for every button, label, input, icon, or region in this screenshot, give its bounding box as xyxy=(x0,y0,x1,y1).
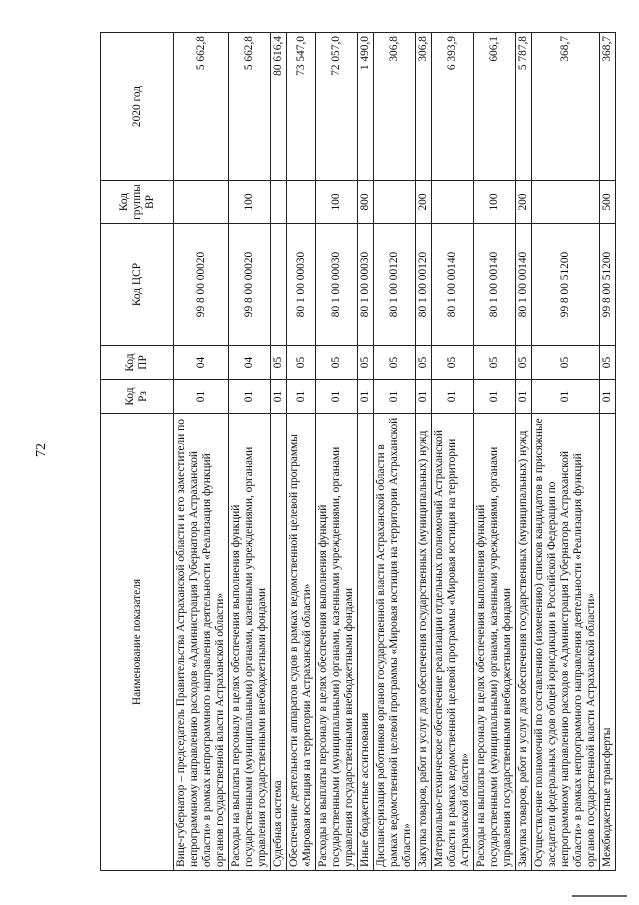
cell-vr: 800 xyxy=(358,181,374,224)
header-pr: Код ПР xyxy=(101,346,174,380)
budget-table xyxy=(100,32,616,871)
cell-csr: 80 1 00 00140 xyxy=(516,224,532,346)
cell-pr: 05 xyxy=(474,346,516,380)
header-csr: Код ЦСР xyxy=(101,224,174,346)
cell-pr: 05 xyxy=(600,346,616,380)
cell-rz: 01 xyxy=(287,380,316,414)
cell-amount: 73 547,0 xyxy=(287,33,316,181)
cell-vr: 100 xyxy=(229,181,271,224)
cell-csr: 99 8 00 00020 xyxy=(174,224,229,346)
header-row xyxy=(101,33,174,871)
cell-amount: 5 662,8 xyxy=(174,33,229,181)
table-row xyxy=(516,33,532,871)
cell-rz: 01 xyxy=(600,380,616,414)
cell-csr: 99 8 00 00020 xyxy=(229,224,271,346)
table-row xyxy=(229,33,271,871)
cell-name: Закупка товаров, работ и услуг для обеспечения государственных (муниципальных) нужд xyxy=(516,414,532,871)
cell-rz: 01 xyxy=(432,380,474,414)
cell-amount: 368,7 xyxy=(532,33,600,181)
table-row xyxy=(358,33,374,871)
cell-amount: 368,7 xyxy=(600,33,616,181)
cell-vr xyxy=(432,181,474,224)
header-year: 2020 год xyxy=(101,33,174,181)
cell-vr: 100 xyxy=(474,181,516,224)
cell-rz: 01 xyxy=(271,380,287,414)
cell-pr: 05 xyxy=(374,346,416,380)
cell-name: Обеспечение деятельности аппаратов судов в рамках ведомственной целевой программы «Мировая юстиция на территории Астраханской области» xyxy=(287,414,316,871)
cell-csr: 80 1 00 00120 xyxy=(416,224,432,346)
cell-name: Межбюджетные трансферты xyxy=(600,414,616,871)
table-row xyxy=(474,33,516,871)
budget-table-rotated xyxy=(100,33,613,871)
cell-name: Иные бюджетные ассигнования xyxy=(358,414,374,871)
cell-amount: 306,8 xyxy=(416,33,432,181)
header-vr: Код группы ВР xyxy=(101,181,174,224)
cell-pr: 05 xyxy=(432,346,474,380)
cell-rz: 01 xyxy=(358,380,374,414)
table-row xyxy=(432,33,474,871)
cell-amount: 5 662,8 xyxy=(229,33,271,181)
cell-amount: 5 787,8 xyxy=(516,33,532,181)
cell-vr xyxy=(374,181,416,224)
cell-vr xyxy=(271,181,287,224)
cell-csr: 80 1 00 00140 xyxy=(474,224,516,346)
table-row xyxy=(416,33,432,871)
cell-name: Вице-губернатор – председатель Правительства Астраханской области и его заместители по непрограммному направлению расходов «Администрация Губернатора Астраханской области» в рамках непрограммного направления деятельности «Реализация функций органов государственной власти Астраханской области» xyxy=(174,414,229,871)
table-row xyxy=(287,33,316,871)
cell-vr: 200 xyxy=(516,181,532,224)
cell-pr: 05 xyxy=(358,346,374,380)
cell-rz: 01 xyxy=(316,380,358,414)
cell-amount: 606,1 xyxy=(474,33,516,181)
table-body xyxy=(174,33,616,871)
table-row xyxy=(374,33,416,871)
cell-vr: 500 xyxy=(600,181,616,224)
cell-rz: 01 xyxy=(174,380,229,414)
cell-vr: 200 xyxy=(416,181,432,224)
cell-rz: 01 xyxy=(516,380,532,414)
cell-name: Закупка товаров, работ и услуг для обеспечения государственных (муниципальных) нужд xyxy=(416,414,432,871)
cell-rz: 01 xyxy=(416,380,432,414)
table-row xyxy=(271,33,287,871)
cell-vr xyxy=(532,181,600,224)
header-rz: Код Рз xyxy=(101,380,174,414)
cell-pr: 05 xyxy=(287,346,316,380)
cell-csr xyxy=(271,224,287,346)
cell-amount: 6 393,9 xyxy=(432,33,474,181)
cell-csr: 80 1 00 00030 xyxy=(316,224,358,346)
cell-amount: 1 490,0 xyxy=(358,33,374,181)
cell-rz: 01 xyxy=(474,380,516,414)
cell-pr: 05 xyxy=(316,346,358,380)
cell-pr: 04 xyxy=(174,346,229,380)
cell-rz: 01 xyxy=(229,380,271,414)
cell-rz: 01 xyxy=(532,380,600,414)
cell-rz: 01 xyxy=(374,380,416,414)
table-row xyxy=(174,33,229,871)
cell-name: Расходы на выплаты персоналу в целях обеспечения выполнения функций государственными (муниципальными) органами, казенными учреждениями, органами управления государственными внебюджетными фондами xyxy=(316,414,358,871)
cell-csr: 99 8 00 51200 xyxy=(600,224,616,346)
cell-name: Осуществление полномочий по составлению (изменению) списков кандидатов в присяжные заседатели федеральных судов общей юрисдикции в Российской Федерации по непрограммному направлению расходов «Администрация Губернатора Астраханской области» в рамках непрограммного направления деятельности «Реализация функций органов государственной власти Астраханской области» xyxy=(532,414,600,871)
cell-pr: 04 xyxy=(229,346,271,380)
cell-csr: 80 1 00 00030 xyxy=(287,224,316,346)
cell-vr: 100 xyxy=(316,181,358,224)
table-row xyxy=(532,33,600,871)
cell-csr: 80 1 00 00120 xyxy=(374,224,416,346)
cell-csr: 99 8 00 51200 xyxy=(532,224,600,346)
cell-csr: 80 1 00 00140 xyxy=(432,224,474,346)
cell-vr xyxy=(174,181,229,224)
cell-amount: 72 057,0 xyxy=(316,33,358,181)
cell-amount: 306,8 xyxy=(374,33,416,181)
table-row xyxy=(600,33,616,871)
cell-vr xyxy=(287,181,316,224)
scan-mark xyxy=(572,895,627,897)
header-name: Наименование показателя xyxy=(101,414,174,871)
cell-name: Расходы на выплаты персоналу в целях обеспечения выполнения функций государственными (муниципальными) органами, казенными учреждениями, органами управления государственными внебюджетными фондами xyxy=(474,414,516,871)
cell-name: Материально-техническое обеспечение реализации отдельных полномочий Астраханской области в рамках ведомственной целевой программы «Мировая юстиция на территории Астраханской области» xyxy=(432,414,474,871)
cell-pr: 05 xyxy=(271,346,287,380)
page-number: 72 xyxy=(34,443,49,457)
cell-csr: 80 1 00 00030 xyxy=(358,224,374,346)
cell-name: Судебная система xyxy=(271,414,287,871)
cell-name: Диспансеризация работников органов государственной власти Астраханской области в рамках ведомственной целевой программы «Мировая юстиция на территории Астраханской области» xyxy=(374,414,416,871)
cell-name: Расходы на выплаты персоналу в целях обеспечения выполнения функций государственными (муниципальными) органами, казенными учреждениями, органами управления государственными внебюджетными фондами xyxy=(229,414,271,871)
cell-amount: 80 616,4 xyxy=(271,33,287,181)
cell-pr: 05 xyxy=(516,346,532,380)
cell-pr: 05 xyxy=(416,346,432,380)
table-row xyxy=(316,33,358,871)
cell-pr: 05 xyxy=(532,346,600,380)
